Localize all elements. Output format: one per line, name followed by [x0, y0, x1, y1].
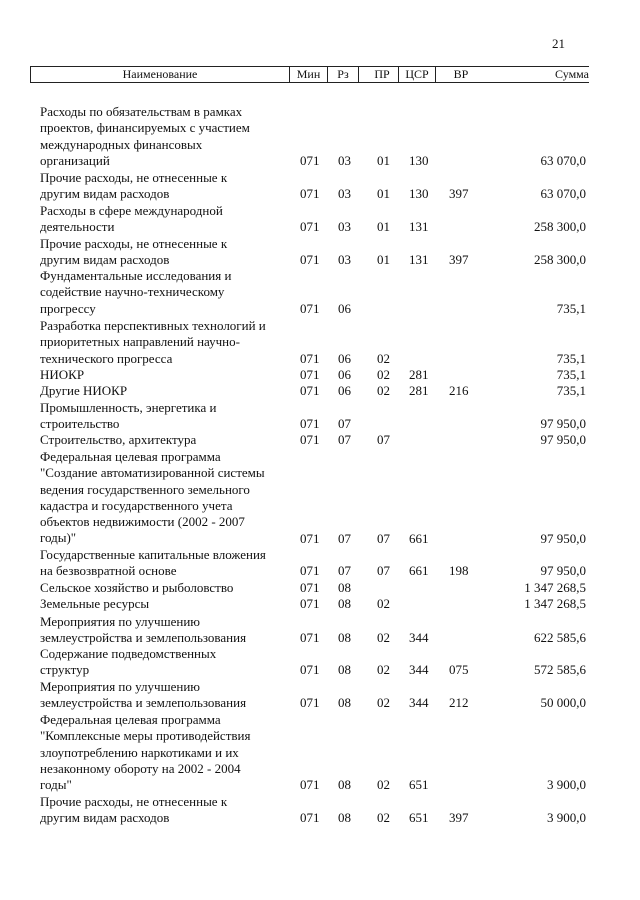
row-rz: 07 — [338, 416, 351, 432]
row-sum: 50 000,0 — [540, 695, 586, 711]
table-row — [0, 679, 640, 712]
row-name: Прочие расходы, не отнесенные к другим видам расходов — [40, 794, 228, 826]
header-vr: ВР — [453, 67, 469, 81]
header-divider — [435, 67, 436, 82]
row-sum: 258 300,0 — [534, 252, 586, 268]
row-rz: 07 — [338, 563, 351, 579]
row-min: 071 — [300, 530, 320, 546]
row-min: 071 — [300, 810, 320, 826]
row-min: 071 — [300, 186, 320, 202]
row-sum: 1 347 268,5 — [524, 596, 586, 611]
table-header — [30, 66, 589, 83]
row-rz: 08 — [338, 777, 351, 793]
row-name: Расходы по обязательствам в рамках проектов, финансируемых с участием международных финансовых организаций — [40, 104, 250, 168]
table-row — [0, 170, 640, 203]
row-name: Федеральная целевая программа "Комплексные меры противодействия злоупотреблению наркотиками и их незаконному обороту на 2002 - 2004 годы" — [40, 712, 251, 793]
row-pr: 02 — [377, 367, 390, 382]
table-row — [0, 646, 640, 679]
row-sum: 63 070,0 — [540, 152, 586, 168]
row-name: Прочие расходы, не отнесенные к другим видам расходов — [40, 236, 228, 268]
row-rz: 06 — [338, 350, 351, 366]
row-vr: 397 — [449, 252, 469, 268]
row-csr: 130 — [409, 152, 429, 168]
row-pr: 01 — [377, 252, 390, 268]
row-name: Мероприятия по улучшению землеустройства и землепользования — [40, 614, 247, 646]
row-sum: 1 347 268,5 — [524, 580, 586, 595]
row-rz: 07 — [338, 530, 351, 546]
row-csr: 131 — [409, 252, 429, 268]
row-rz: 06 — [338, 367, 351, 382]
row-rz: 03 — [338, 186, 351, 202]
row-min: 071 — [300, 580, 320, 595]
row-pr: 02 — [377, 662, 390, 678]
header-pr: ПР — [374, 67, 390, 81]
row-name: Сельское хозяйство и рыболовство — [40, 580, 234, 595]
row-sum: 572 585,6 — [534, 662, 586, 678]
row-pr: 07 — [377, 530, 390, 546]
row-pr: 07 — [377, 563, 390, 579]
row-csr: 661 — [409, 563, 429, 579]
row-rz: 03 — [338, 252, 351, 268]
row-vr: 075 — [449, 662, 469, 678]
row-sum: 735,1 — [556, 350, 586, 366]
row-vr: 216 — [449, 383, 469, 398]
table-row — [0, 596, 640, 612]
row-min: 071 — [300, 662, 320, 678]
row-pr: 01 — [377, 186, 390, 202]
row-name: Федеральная целевая программа "Создание автоматизированной системы ведения государственного земельного кадастра и государственного учета объектов недвижимости (2002 - 2007 годы)" — [40, 449, 265, 546]
row-csr: 651 — [409, 810, 429, 826]
row-rz: 08 — [338, 695, 351, 711]
row-min: 071 — [300, 432, 320, 447]
row-sum: 97 950,0 — [540, 563, 586, 579]
row-sum: 63 070,0 — [540, 186, 586, 202]
row-min: 071 — [300, 152, 320, 168]
row-min: 071 — [300, 350, 320, 366]
row-pr: 02 — [377, 777, 390, 793]
row-sum: 622 585,6 — [534, 630, 586, 646]
row-name: Другие НИОКР — [40, 383, 128, 398]
row-name: НИОКР — [40, 367, 85, 382]
row-min: 071 — [300, 252, 320, 268]
table-row — [0, 547, 640, 580]
row-pr: 01 — [377, 152, 390, 168]
header-rz: Рз — [337, 67, 349, 81]
row-csr: 344 — [409, 630, 429, 646]
table-row — [0, 236, 640, 269]
row-sum: 97 950,0 — [540, 530, 586, 546]
row-name: Земельные ресурсы — [40, 596, 150, 611]
header-sum: Сумма — [555, 67, 589, 81]
row-sum: 97 950,0 — [540, 416, 586, 432]
row-csr: 130 — [409, 186, 429, 202]
row-pr: 07 — [377, 432, 390, 447]
header-name: Наименование — [122, 67, 198, 81]
row-rz: 03 — [338, 152, 351, 168]
row-vr: 212 — [449, 695, 469, 711]
table-row — [0, 614, 640, 647]
table-row — [0, 268, 640, 317]
row-rz: 08 — [338, 596, 351, 611]
row-min: 071 — [300, 300, 320, 316]
row-csr: 131 — [409, 219, 429, 235]
row-pr: 01 — [377, 219, 390, 235]
table-row — [0, 400, 640, 433]
row-min: 071 — [300, 630, 320, 646]
row-min: 071 — [300, 695, 320, 711]
row-csr: 651 — [409, 777, 429, 793]
row-rz: 08 — [338, 630, 351, 646]
row-sum: 3 900,0 — [547, 810, 586, 826]
row-rz: 08 — [338, 580, 351, 595]
row-pr: 02 — [377, 630, 390, 646]
table-row — [0, 449, 640, 547]
row-name: Разработка перспективных технологий и приоритетных направлений научно- технического прогресса — [40, 318, 266, 366]
table-row — [0, 712, 640, 794]
table-row — [0, 203, 640, 236]
row-sum: 97 950,0 — [540, 432, 586, 447]
row-pr: 02 — [377, 810, 390, 826]
row-rz: 03 — [338, 219, 351, 235]
row-csr: 281 — [409, 383, 429, 398]
table-row — [0, 580, 640, 596]
row-rz: 07 — [338, 432, 351, 447]
row-sum: 735,1 — [556, 300, 586, 316]
row-min: 071 — [300, 367, 320, 382]
row-vr: 198 — [449, 563, 469, 579]
table-row — [0, 367, 640, 383]
row-min: 071 — [300, 219, 320, 235]
row-csr: 344 — [409, 662, 429, 678]
row-vr: 397 — [449, 810, 469, 826]
row-min: 071 — [300, 383, 320, 398]
row-csr: 281 — [409, 367, 429, 382]
header-divider — [358, 67, 359, 82]
table-row — [0, 383, 640, 399]
row-name: Государственные капитальные вложения на безвозвратной основе — [40, 547, 266, 579]
row-min: 071 — [300, 563, 320, 579]
row-sum: 735,1 — [556, 383, 586, 398]
table-row — [0, 318, 640, 367]
header-min: Мин — [296, 67, 321, 81]
row-pr: 02 — [377, 596, 390, 611]
row-name: Прочие расходы, не отнесенные к другим видам расходов — [40, 170, 228, 202]
row-rz: 06 — [338, 300, 351, 316]
row-sum: 258 300,0 — [534, 219, 586, 235]
row-rz: 08 — [338, 810, 351, 826]
table-row — [0, 104, 640, 169]
table-row — [0, 794, 640, 827]
row-pr: 02 — [377, 695, 390, 711]
row-min: 071 — [300, 777, 320, 793]
row-name: Промышленность, энергетика и строительство — [40, 400, 217, 432]
row-rz: 06 — [338, 383, 351, 398]
row-name: Фундаментальные исследования и содействие научно-техническому прогрессу — [40, 268, 232, 316]
row-pr: 02 — [377, 383, 390, 398]
table-row — [0, 432, 640, 448]
row-csr: 344 — [409, 695, 429, 711]
row-name: Строительство, архитектура — [40, 432, 197, 447]
header-csr: ЦСР — [405, 67, 429, 81]
row-name: Расходы в сфере международной деятельности — [40, 203, 223, 235]
row-vr: 397 — [449, 186, 469, 202]
row-sum: 3 900,0 — [547, 777, 586, 793]
row-min: 071 — [300, 596, 320, 611]
row-rz: 08 — [338, 662, 351, 678]
row-min: 071 — [300, 416, 320, 432]
page-number: 21 — [552, 36, 565, 51]
row-sum: 735,1 — [556, 367, 586, 382]
row-name: Содержание подведомственных структур — [40, 646, 217, 678]
row-csr: 661 — [409, 530, 429, 546]
row-name: Мероприятия по улучшению землеустройства и землепользования — [40, 679, 247, 711]
row-pr: 02 — [377, 350, 390, 366]
